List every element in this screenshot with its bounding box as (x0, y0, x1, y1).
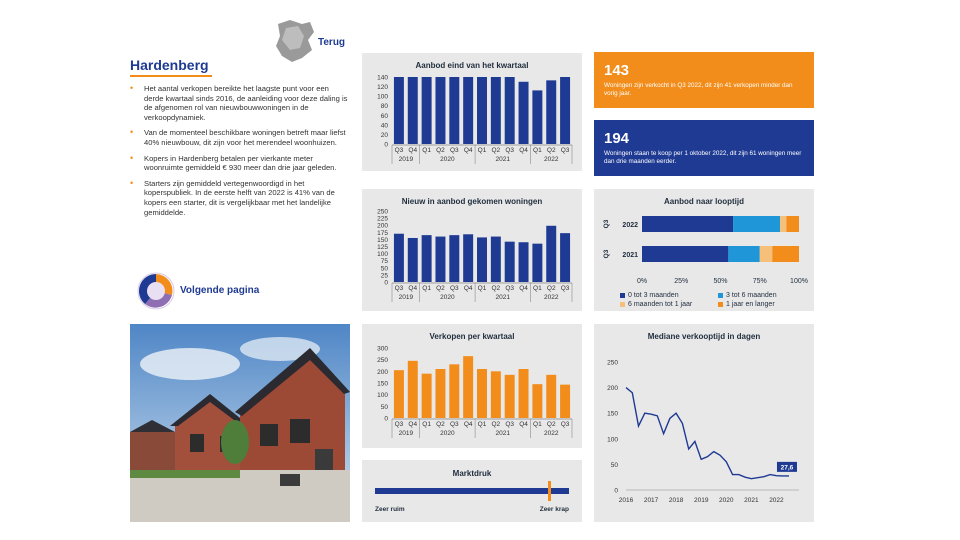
x-tick-label: Q3 (449, 147, 459, 154)
x-tick-label: Q1 (477, 421, 487, 428)
stacked-bar-segment (772, 246, 799, 262)
x-tick-label: Q2 (546, 285, 556, 292)
y-tick-label: 100 (377, 392, 388, 400)
x-tick-label: Q2 (436, 421, 445, 428)
row-label: 2022 (622, 222, 638, 229)
bar (560, 77, 570, 144)
bar (408, 361, 418, 418)
end-label: 27,6 (780, 464, 794, 472)
bar (463, 356, 473, 418)
x-tick-label: Q3 (505, 421, 515, 428)
group-label: Q3 (603, 219, 610, 229)
stacked-bar-segment (728, 246, 759, 262)
region-map-icon[interactable] (272, 18, 316, 64)
x-tick-label: Q3 (505, 147, 515, 154)
chart-mediaan (594, 324, 814, 522)
legend-swatch (718, 293, 723, 298)
kpi-for-sale (594, 120, 814, 176)
y-tick-label: 80 (380, 103, 388, 111)
y-tick-label: 50 (610, 461, 618, 469)
chart-title: Nieuw in aanbod gekomen woningen (401, 197, 543, 206)
x-tick-label: Q4 (408, 421, 418, 428)
marktdruk-track (375, 488, 569, 494)
y-tick-label: 125 (377, 244, 388, 251)
year-label: 2022 (543, 430, 559, 437)
bullet-item: • Kopers in Hardenberg betalen per vierkante meter woonruimte gemiddeld € 930 meer dan drie jaar geleden. (130, 152, 337, 173)
bar (560, 233, 570, 282)
bar (491, 237, 501, 282)
y-tick-label: 250 (377, 208, 388, 216)
y-tick-label: 50 (380, 403, 388, 411)
bar (463, 234, 473, 282)
x-tick-label: Q3 (449, 421, 459, 428)
bar (491, 371, 501, 418)
x-tick-label: Q3 (449, 285, 459, 292)
bar (463, 77, 473, 144)
bullet-text: Kopers in Hardenberg betalen per vierkante meter woonruimte gemiddeld € 930 meer dan drie jaar geleden. (144, 153, 337, 173)
bar (394, 77, 404, 144)
x-tick-label: Q1 (422, 147, 431, 154)
row-label: 2021 (622, 252, 638, 259)
bar (491, 77, 501, 144)
bar (422, 374, 432, 418)
year-label: 2020 (440, 430, 455, 437)
group-label: Q3 (603, 249, 610, 259)
bar (477, 369, 487, 418)
y-tick-label: 120 (377, 84, 388, 92)
house-photo (130, 324, 350, 522)
x-tick-label: 2016 (618, 497, 634, 504)
year-label: 2021 (495, 294, 511, 301)
stacked-bar-segment (733, 216, 780, 232)
bullet-text: Het aantal verkopen bereikte het laagste punt voor een derde kwartaal sinds 2016, de aanleiding voor deze daling is de afgenomen rol van nieuwbouwwoningen in de verkoopdynamiek. (144, 84, 348, 122)
marktdruk-right-label: Zeer krap (539, 506, 569, 513)
bar (505, 77, 515, 144)
y-tick-label: 150 (377, 236, 388, 244)
y-tick-label: 200 (377, 222, 388, 230)
summary-bullets (130, 84, 350, 223)
legend-item (718, 292, 777, 299)
x-tick-label: 2022 (769, 497, 784, 504)
stacked-bar-segment (642, 246, 728, 262)
y-tick-label: 100 (377, 93, 388, 101)
bar (532, 244, 542, 282)
bar (519, 242, 529, 282)
legend-item (620, 292, 679, 299)
x-tick-label: Q4 (463, 421, 473, 428)
y-tick-label: 150 (607, 410, 618, 418)
bar (449, 77, 459, 144)
legend-label: 1 jaar en langer (726, 301, 775, 308)
year-label: 2019 (398, 430, 414, 437)
x-tick-label: Q2 (436, 147, 445, 154)
year-label: 2022 (543, 294, 559, 301)
legend-swatch (620, 302, 625, 307)
x-tick-label: 100% (790, 278, 808, 285)
bar (435, 237, 445, 282)
x-tick-label: Q4 (519, 285, 528, 292)
chart-mediaan-panel (594, 324, 814, 522)
pie-icon (137, 272, 175, 310)
bar (477, 237, 487, 282)
bar (546, 80, 556, 144)
x-tick-label: Q4 (408, 285, 418, 292)
x-tick-label: Q4 (519, 421, 528, 428)
chart-title: Aanbod naar looptijd (664, 197, 744, 206)
y-tick-label: 225 (377, 215, 388, 223)
x-tick-label: 2021 (744, 497, 759, 504)
bar (435, 369, 445, 418)
chart-title: Verkopen per kwartaal (429, 332, 515, 341)
year-label: 2021 (495, 156, 511, 163)
legend-swatch (620, 293, 625, 298)
x-tick-label: Q2 (491, 421, 501, 428)
y-tick-label: 60 (380, 112, 388, 120)
x-tick-label: Q3 (394, 421, 404, 428)
chart-aanbod (362, 53, 582, 171)
x-tick-label: Q1 (422, 421, 431, 428)
legend-item (620, 301, 692, 308)
y-tick-label: 250 (377, 357, 388, 365)
y-tick-label: 75 (380, 258, 388, 266)
bar (532, 384, 542, 418)
marktdruk-left-label: Zeer ruim (375, 506, 405, 513)
legend-swatch (718, 302, 723, 307)
x-tick-label: Q3 (505, 285, 515, 292)
kpi-value: 194 (604, 130, 630, 147)
y-tick-label: 20 (380, 131, 388, 139)
page-title: Hardenberg (130, 57, 209, 73)
chart-nieuw-panel (362, 189, 582, 311)
x-tick-label: 2020 (719, 497, 734, 504)
bullet-item: • Het aantal verkopen bereikte het laagste punt voor een derde kwartaal sinds 2016, de aanleiding voor deze daling is de afgenomen rol van nieuwbouwwoningen in de verkoopdynamiek. (130, 83, 348, 122)
year-label: 2020 (440, 156, 455, 163)
next-page-label: Volgende pagina (180, 285, 260, 296)
bar (394, 370, 404, 418)
x-tick-label: Q1 (533, 147, 542, 154)
x-tick-label: Q4 (463, 147, 473, 154)
chart-verkopen-panel (362, 324, 582, 448)
y-tick-label: 50 (380, 265, 388, 273)
bar (422, 77, 432, 144)
legend-item (718, 301, 775, 308)
bar (519, 369, 529, 418)
x-tick-label: Q1 (533, 421, 542, 428)
x-tick-label: Q2 (546, 421, 556, 428)
stacked-bar-segment (760, 246, 773, 262)
y-tick-label: 300 (377, 345, 388, 353)
x-tick-label: Q4 (519, 147, 528, 154)
bullet-item: • Starters zijn gemiddeld vertegenwoordigd in het koperspubliek. In de eerste helft van 2022 is 41% van de kopers een starter, dit is vergelijkbaar met het landelijke gemiddelde. (130, 177, 335, 217)
x-tick-label: 2018 (668, 497, 684, 504)
title-underline (130, 75, 212, 77)
year-label: 2021 (495, 430, 511, 437)
bar (449, 364, 459, 418)
legend-label: 6 maanden tot 1 jaar (628, 301, 693, 308)
marktdruk-panel (362, 460, 582, 522)
marktdruk-title: Marktdruk (452, 469, 492, 478)
year-label: 2019 (398, 156, 414, 163)
bar (435, 77, 445, 144)
legend-label: 3 tot 6 maanden (726, 292, 777, 299)
y-tick-label: 150 (377, 380, 388, 388)
stacked-bar-segment (642, 216, 733, 232)
next-page-button[interactable] (137, 272, 277, 312)
y-tick-label: 25 (380, 272, 388, 280)
y-tick-label: 175 (377, 229, 388, 237)
stacked-bar-segment (780, 216, 786, 232)
x-tick-label: Q2 (546, 147, 556, 154)
bar (408, 77, 418, 144)
x-tick-label: Q2 (491, 147, 501, 154)
chart-looptijd (594, 189, 814, 289)
x-tick-label: 25% (674, 278, 689, 285)
x-tick-label: 2019 (693, 497, 709, 504)
x-tick-label: Q4 (408, 147, 418, 154)
marktdruk-marker (548, 481, 551, 501)
kpi-sold (594, 52, 814, 108)
series-line (626, 388, 789, 479)
y-tick-label: 140 (377, 74, 388, 82)
bar (560, 385, 570, 418)
bar (546, 375, 556, 418)
x-tick-label: Q1 (422, 285, 431, 292)
chart-title: Mediane verkooptijd in dagen (647, 332, 761, 341)
chart-title: Aanbod eind van het kwartaal (415, 61, 529, 70)
x-tick-label: Q3 (394, 285, 404, 292)
y-tick-label: 0 (384, 141, 388, 149)
y-tick-label: 250 (607, 359, 618, 367)
bar (449, 235, 459, 282)
bullet-text: Starters zijn gemiddeld vertegenwoordigd in het koperspubliek. In de eerste helft van 2022 is 41% van de kopers een starter, dit is vergelijkbaar met het landelijke gemiddelde. (144, 178, 335, 217)
x-tick-label: 50% (713, 278, 728, 285)
y-tick-label: 40 (380, 122, 388, 130)
kpi-text: Woningen zijn verkocht in Q3 2022, dit zijn 41 verkopen minder dan vorig jaar. (604, 82, 793, 97)
bar (519, 82, 529, 144)
back-link[interactable]: Terug (318, 37, 346, 48)
y-tick-label: 200 (377, 368, 388, 376)
year-label: 2019 (398, 294, 414, 301)
chart-nieuw (362, 189, 582, 311)
y-tick-label: 0 (384, 415, 388, 423)
year-label: 2020 (440, 294, 455, 301)
x-tick-label: Q3 (560, 147, 570, 154)
bar (505, 375, 515, 418)
bullet-text: Van de momenteel beschikbare woningen betreft maar liefst 40% nieuwbouw, dit zijn voor het merendeel woonhuizen. (144, 128, 346, 147)
y-tick-label: 100 (377, 251, 388, 259)
x-tick-label: Q3 (394, 147, 404, 154)
y-tick-label: 100 (607, 436, 618, 444)
x-tick-label: 75% (752, 278, 767, 285)
x-tick-label: Q1 (477, 147, 487, 154)
bar (422, 235, 432, 282)
kpi-text: Woningen staan te koop per 1 oktober 2022, dit zijn 61 woningen meer dan drie maanden eerder. (604, 150, 802, 165)
y-tick-label: 0 (614, 487, 618, 495)
x-tick-label: Q3 (560, 421, 570, 428)
bar (532, 90, 542, 144)
x-tick-label: Q1 (533, 285, 542, 292)
bullet-item: • Van de momenteel beschikbare woningen betreft maar liefst 40% nieuwbouw, dit zijn voor het merendeel woonhuizen. (130, 127, 346, 147)
y-tick-label: 200 (607, 385, 618, 393)
x-tick-label: 0% (636, 278, 648, 285)
x-tick-label: Q3 (560, 285, 570, 292)
bar (546, 226, 556, 282)
bar (477, 77, 487, 144)
bar (408, 238, 418, 282)
x-tick-label: Q2 (491, 285, 501, 292)
y-tick-label: 0 (384, 279, 388, 287)
chart-verkopen (362, 324, 582, 448)
chart-aanbod-panel (362, 53, 582, 171)
x-tick-label: Q2 (436, 285, 445, 292)
stacked-bar-segment (786, 216, 799, 232)
year-label: 2022 (543, 156, 559, 163)
bar (394, 234, 404, 282)
x-tick-label: Q4 (463, 285, 473, 292)
x-tick-label: 2017 (643, 497, 659, 504)
legend-label: 0 tot 3 maanden (628, 292, 679, 299)
bar (505, 242, 515, 282)
x-tick-label: Q1 (477, 285, 487, 292)
kpi-value: 143 (604, 62, 630, 79)
